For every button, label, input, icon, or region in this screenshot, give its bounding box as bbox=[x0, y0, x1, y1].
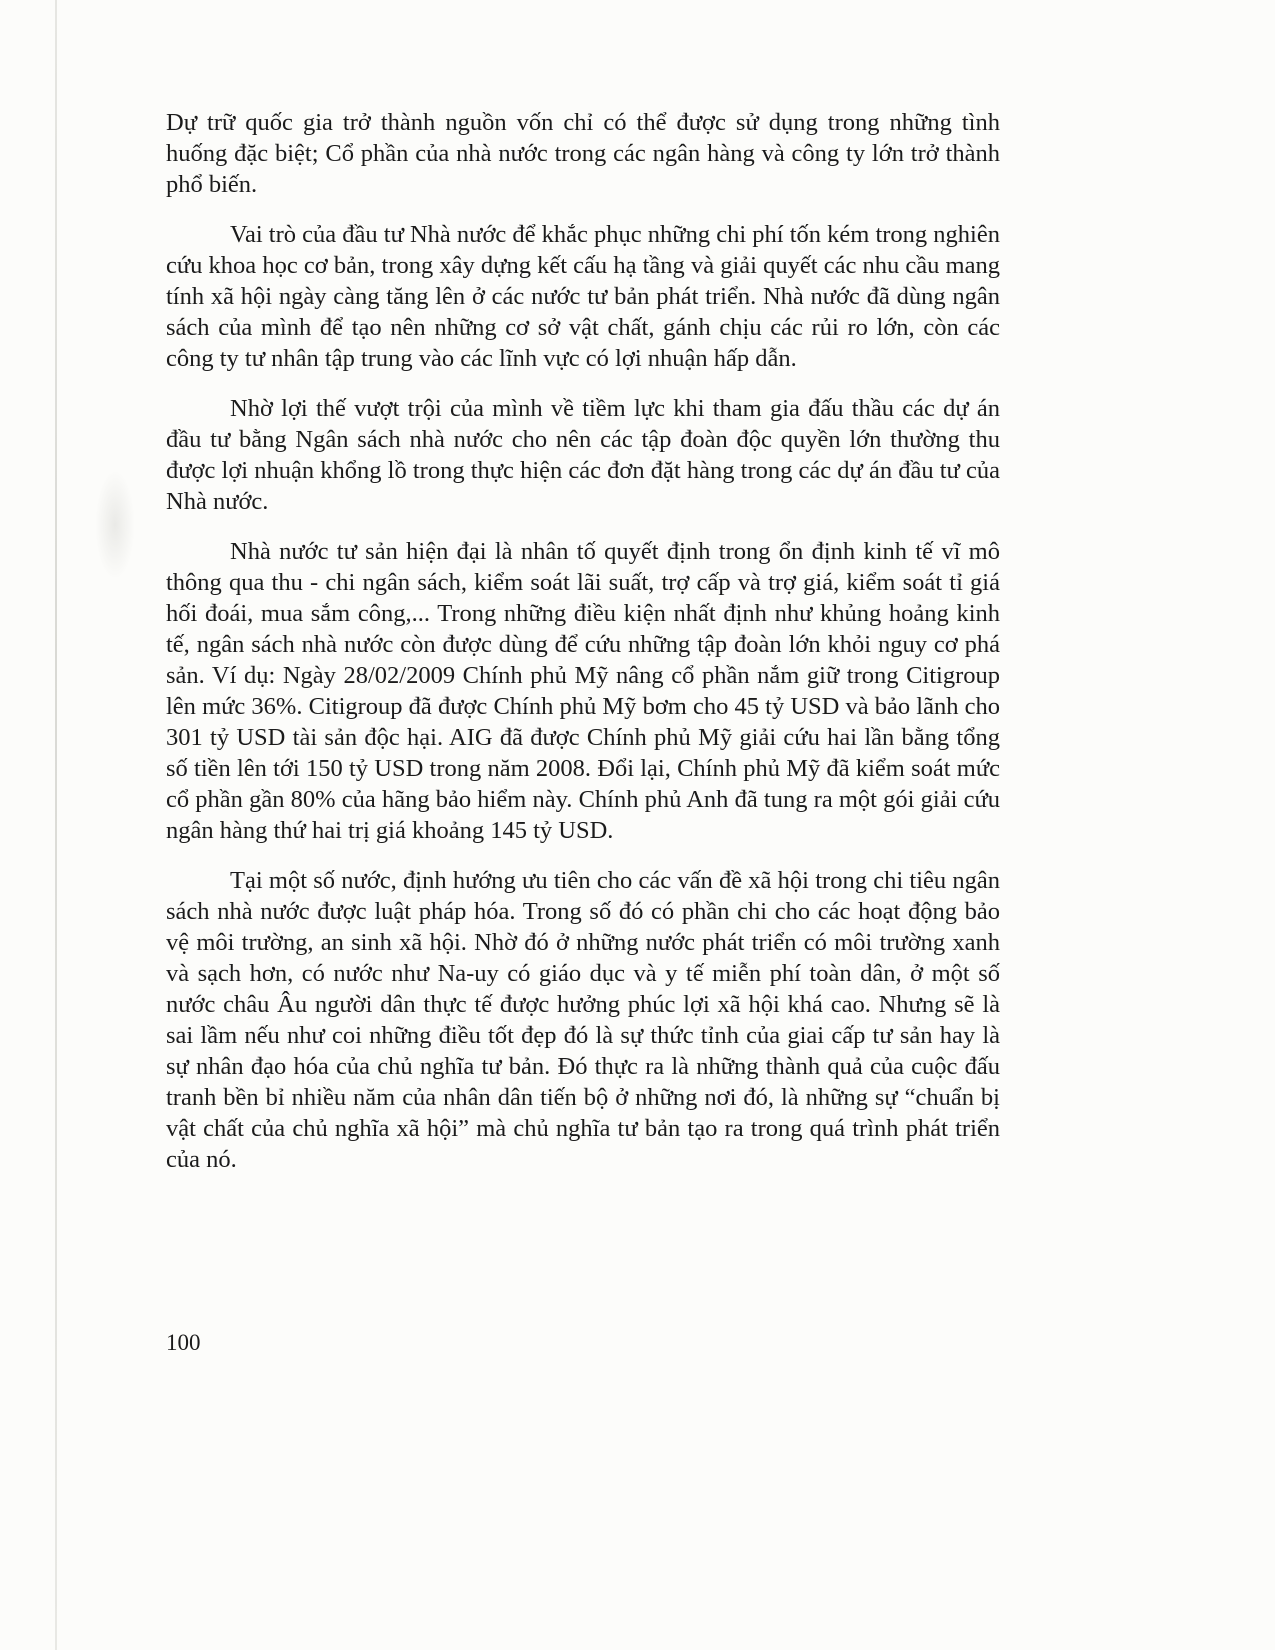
paragraph-state-investment: Vai trò của đầu tư Nhà nước để khắc phục những chi phí tốn kém trong nghiên cứu khoa học cơ bản, trong xây dựng kết cấu hạ tầng và giải quyết các nhu cầu mang tính xã hội ngày càng tăng lên ở các nước tư bản phát triển. Nhà nước đã dùng ngân sách của mình để tạo nên những cơ sở vật chất, gánh chịu các rủi ro lớn, còn các công ty tư nhân tập trung vào các lĩnh vực có lợi nhuận hấp dẫn. bbox=[166, 221, 1000, 372]
scan-edge-shadow bbox=[55, 0, 57, 1650]
paragraph-macro-stability: Nhà nước tư sản hiện đại là nhân tố quyết định trong ổn định kinh tế vĩ mô thông qua thu - chi ngân sách, kiểm soát lãi suất, trợ cấp và trợ giá, kiểm soát tỉ giá hối đoái, mua sắm công,... Trong những điều kiện nhất định như khủng hoảng kinh tế, ngân sách nhà nước còn được dùng để cứu những tập đoàn lớn khỏi nguy cơ phá sản. Ví dụ: Ngày 28/02/2009 Chính phủ Mỹ nâng cổ phần nắm giữ trong Citigroup lên mức 36%. Citigroup đã được Chính phủ Mỹ bơm cho 45 tỷ USD và bảo lãnh cho 301 tỷ USD tài sản độc hại. AIG đã được Chính phủ Mỹ giải cứu hai lần bằng tổng số tiền lên tới 150 tỷ USD trong năm 2008. Đổi lại, Chính phủ Mỹ đã kiểm soát mức cổ phần gần 80% của hãng bảo hiểm này. Chính phủ Anh đã tung ra một gói giải cứu ngân hàng thứ hai trị giá khoảng 145 tỷ USD. bbox=[166, 538, 1000, 844]
paragraph-continuation: Dự trữ quốc gia trở thành nguồn vốn chỉ có thể được sử dụng trong những tình huống đặc biệt; Cổ phần của nhà nước trong các ngân hàng và công ty lớn trở thành phổ biến. bbox=[166, 109, 1000, 198]
paragraph-social-priorities: Tại một số nước, định hướng ưu tiên cho các vấn đề xã hội trong chi tiêu ngân sách nhà nước được luật pháp hóa. Trong số đó có phần chi cho các hoạt động bảo vệ môi trường, an sinh xã hội. Nhờ đó ở những nước phát triển có môi trường xanh và sạch hơn, có nước như Na-uy có giáo dục và y tế miễn phí toàn dân, ở một số nước châu Âu người dân thực tế được hưởng phúc lợi xã hội khá cao. Nhưng sẽ là sai lầm nếu như coi những điều tốt đẹp đó là sự thức tỉnh của giai cấp tư sản hay là sự nhân đạo hóa của chủ nghĩa tư bản. Đó thực ra là những thành quả của cuộc đấu tranh bền bỉ nhiều năm của nhân dân tiến bộ ở những nơi đó, là những sự “chuẩn bị vật chất của chủ nghĩa xã hội” mà chủ nghĩa tư bản tạo ra trong quá trình phát triển của nó. bbox=[166, 867, 1000, 1173]
body-text bbox=[166, 107, 1000, 1194]
paragraph-monopoly-advantage: Nhờ lợi thế vượt trội của mình về tiềm lực khi tham gia đấu thầu các dự án đầu tư bằng Ngân sách nhà nước cho nên các tập đoàn độc quyền lớn thường thu được lợi nhuận khổng lồ trong thực hiện các đơn đặt hàng trong các dự án đầu tư của Nhà nước. bbox=[166, 395, 1000, 515]
page-number: 100 bbox=[166, 1330, 201, 1355]
scan-smudge bbox=[95, 470, 135, 580]
